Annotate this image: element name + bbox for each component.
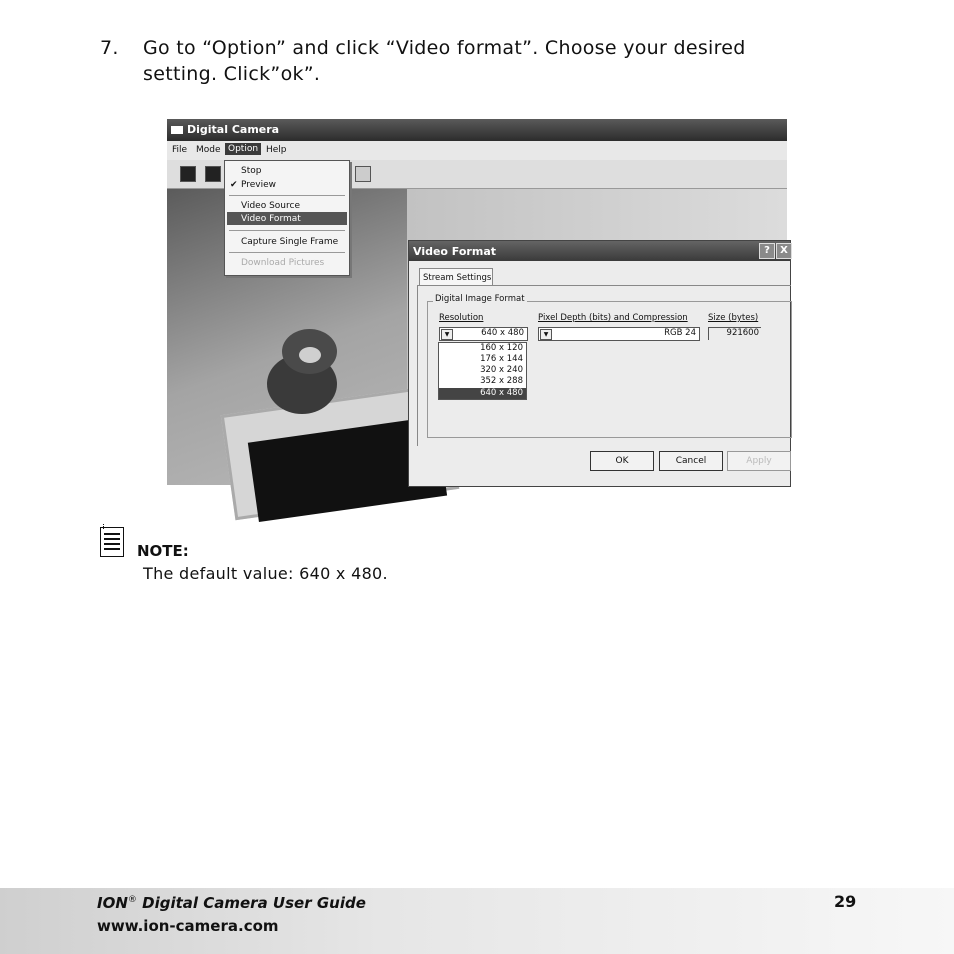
dropdown-arrow-icon[interactable]: ▼ — [441, 329, 453, 340]
menu-file[interactable]: File — [172, 145, 188, 155]
group-label: Digital Image Format — [435, 294, 525, 304]
resolution-options-list — [438, 342, 527, 400]
dropdown-arrow-icon[interactable]: ▼ — [540, 329, 552, 340]
checkmark-icon: ✔ — [230, 180, 238, 190]
save-icon[interactable] — [180, 166, 196, 182]
resolution-option[interactable]: 176 x 144 — [480, 354, 523, 364]
menu-item-video-format[interactable]: Video Format — [241, 214, 301, 224]
footer-url: www.ion-camera.com — [97, 917, 279, 935]
resolution-option[interactable]: 352 x 288 — [480, 376, 523, 386]
note-icon — [100, 527, 124, 557]
depth-label: Pixel Depth (bits) and Compression — [538, 313, 688, 323]
resolution-option-selected[interactable]: 640 x 480 — [480, 388, 523, 398]
menu-item-download-pictures[interactable]: Download Pictures — [241, 258, 325, 268]
close-button[interactable]: X — [776, 243, 792, 259]
footer-guide-title: ION® Digital Camera User Guide — [97, 894, 366, 912]
ok-button[interactable]: OK — [590, 451, 654, 471]
copy-icon[interactable] — [205, 166, 221, 182]
menubar — [167, 141, 787, 160]
tab-stream-settings[interactable]: Stream Settings — [419, 268, 493, 286]
screenshot — [167, 119, 787, 485]
dialog-titlebar — [409, 241, 790, 261]
size-label: Size (bytes) — [708, 313, 759, 323]
menu-mode[interactable]: Mode — [196, 145, 221, 155]
apply-button[interactable]: Apply — [727, 451, 791, 471]
size-field: 921600 — [708, 327, 761, 340]
step-number: 7. — [100, 37, 119, 59]
note-text: The default value: 640 x 480. — [143, 564, 388, 583]
window-icon — [171, 126, 183, 134]
note-title: NOTE: — [137, 542, 189, 560]
menu-help[interactable]: Help — [266, 145, 287, 155]
option-menu — [224, 160, 350, 276]
menu-item-capture-single-frame[interactable]: Capture Single Frame — [241, 237, 339, 247]
help-button[interactable]: ? — [759, 243, 775, 259]
dialog-title: Video Format — [413, 245, 497, 258]
app-titlebar — [167, 119, 787, 141]
resolution-option[interactable]: 160 x 120 — [480, 343, 523, 353]
resolution-select[interactable]: ▼ 640 x 480 — [439, 327, 528, 341]
step-text: Go to “Option” and click “Video format”. Choose your desired setting. Click”ok”. — [143, 37, 746, 85]
menu-item-preview[interactable]: Preview — [241, 180, 277, 190]
resolution-label: Resolution — [439, 313, 484, 323]
menu-item-video-source[interactable]: Video Source — [241, 201, 300, 211]
depth-select[interactable]: ▼ RGB 24 — [538, 327, 700, 341]
resolution-option[interactable]: 320 x 240 — [480, 365, 523, 375]
app-title: Digital Camera — [187, 123, 280, 136]
page-number: 29 — [834, 892, 857, 911]
capture-icon[interactable] — [355, 166, 371, 182]
menu-option[interactable]: Option — [225, 143, 261, 155]
cancel-button[interactable]: Cancel — [659, 451, 723, 471]
step-instruction — [100, 35, 800, 87]
menu-item-stop[interactable]: Stop — [241, 166, 262, 176]
